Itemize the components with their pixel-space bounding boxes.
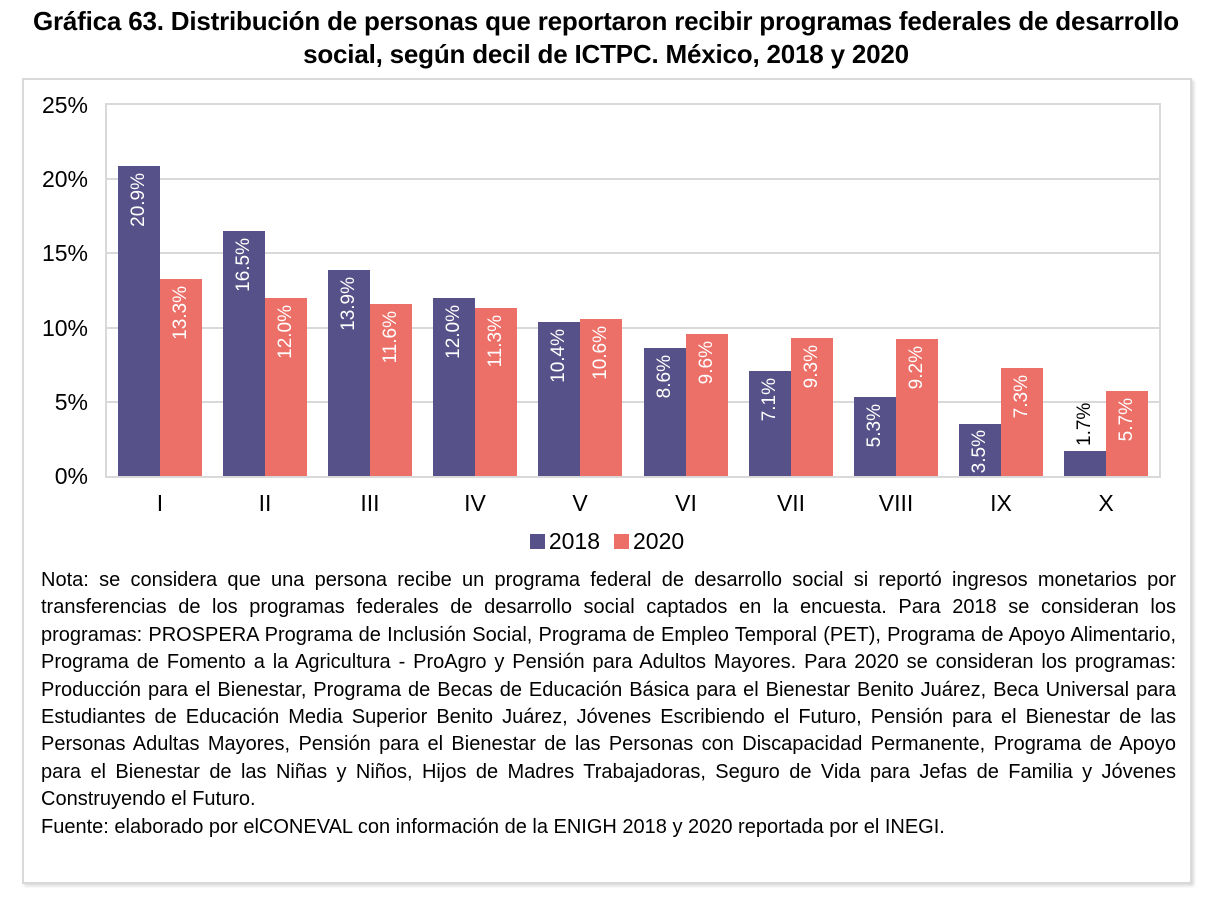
y-tick-label: 5% bbox=[54, 389, 88, 415]
bar-value-label: 8.6% bbox=[654, 355, 675, 399]
bar-value-label: 13.9% bbox=[338, 277, 359, 331]
legend-swatch-2018 bbox=[530, 534, 545, 549]
bar-value-label: 3.5% bbox=[969, 429, 990, 473]
bar-value-label: 9.2% bbox=[906, 346, 927, 390]
y-tick-label: 0% bbox=[54, 463, 88, 489]
bar-value-label: 12.0% bbox=[443, 305, 464, 359]
legend bbox=[24, 528, 1190, 555]
x-tick-label: V bbox=[572, 490, 588, 516]
bar-value-label: 9.6% bbox=[696, 341, 717, 385]
legend-label-2020: 2020 bbox=[633, 528, 685, 554]
legend-label-2018: 2018 bbox=[548, 528, 600, 554]
bar-value-label: 16.5% bbox=[233, 238, 254, 292]
legend-item-2020 bbox=[614, 528, 684, 555]
bar-value-label: 13.3% bbox=[170, 286, 191, 340]
bar-value-label: 10.4% bbox=[548, 329, 569, 383]
bar-value-label: 5.7% bbox=[1116, 398, 1137, 442]
note-text: Nota: se considera que una persona recibe un programa federal de desarrollo social si reportó ingresos monetarios por transferencias de los programas federales de desarrollo social captados en la encuesta. Para 2018 se consideran los programas: PROSPERA Programa de Inclusión Social, Programa de Empleo Temporal (PET), Programa de Apoyo Alimentario, Programa de Fomento a la Agricultura - ProAgro y Pensión para Adultos Mayores. Para 2020 se consideran los programas: Producción para el Bienestar, Programa de Becas de Educación Básica para el Bienestar Benito Juárez, Beca Universal para Estudiantes de Educación Media Superior Benito Juárez, Jóvenes Escribiendo el Futuro, Pensión para el Bienestar de las Personas Adultas Mayores, Pensión para el Bienestar de las Personas con Discapacidad Permanente, Programa de Apoyo para el Bienestar de las Niñas y Niños, Hijos de Madres Trabajadoras, Seguro de Vida para Jefas de Familia y Jóvenes Construyendo el Futuro. bbox=[41, 569, 1176, 811]
bar-value-label: 20.9% bbox=[128, 173, 149, 227]
bar-value-label: 11.6% bbox=[380, 311, 401, 364]
x-tick-label: II bbox=[258, 490, 272, 516]
bar-value-label: 7.3% bbox=[1011, 375, 1032, 419]
x-tick-label: X bbox=[1098, 490, 1114, 516]
source-text: Fuente: elaborado por elCONEVAL con información de la ENIGH 2018 y 2020 reportada por el INEGI. bbox=[41, 815, 945, 838]
y-tick-label: 25% bbox=[41, 92, 88, 118]
y-tick-label: 20% bbox=[41, 166, 88, 192]
legend-item-2018 bbox=[530, 528, 600, 555]
x-tick-label: VI bbox=[675, 490, 697, 516]
bar-value-label: 10.6% bbox=[590, 326, 611, 380]
legend-swatch-2020 bbox=[614, 534, 629, 549]
bar-value-label: 11.3% bbox=[485, 315, 506, 368]
x-tick-label: III bbox=[360, 490, 380, 516]
bar-value-label: 12.0% bbox=[275, 305, 296, 359]
x-tick-label: VIII bbox=[878, 490, 914, 516]
x-tick-label: VII bbox=[776, 490, 806, 516]
bar-value-label: 9.3% bbox=[801, 345, 822, 389]
y-tick-label: 15% bbox=[41, 240, 88, 266]
bar-value-label: 1.7% bbox=[1074, 402, 1095, 446]
bar-value-label: 5.3% bbox=[864, 404, 885, 448]
x-tick-label: I bbox=[156, 490, 164, 516]
x-tick-label: IX bbox=[990, 490, 1012, 516]
x-tick-label: IV bbox=[464, 490, 486, 516]
chart-title: Gráfica 63. Distribución de personas que reportaron recibir programas federales de desarrollo social, según decil de ICTPC. México, 2018 y 2020 bbox=[32, 6, 1179, 69]
y-tick-label: 10% bbox=[41, 315, 88, 341]
bar-value-label: 7.1% bbox=[759, 378, 780, 422]
chart-panel bbox=[22, 78, 1192, 884]
notes-block bbox=[41, 567, 1176, 841]
